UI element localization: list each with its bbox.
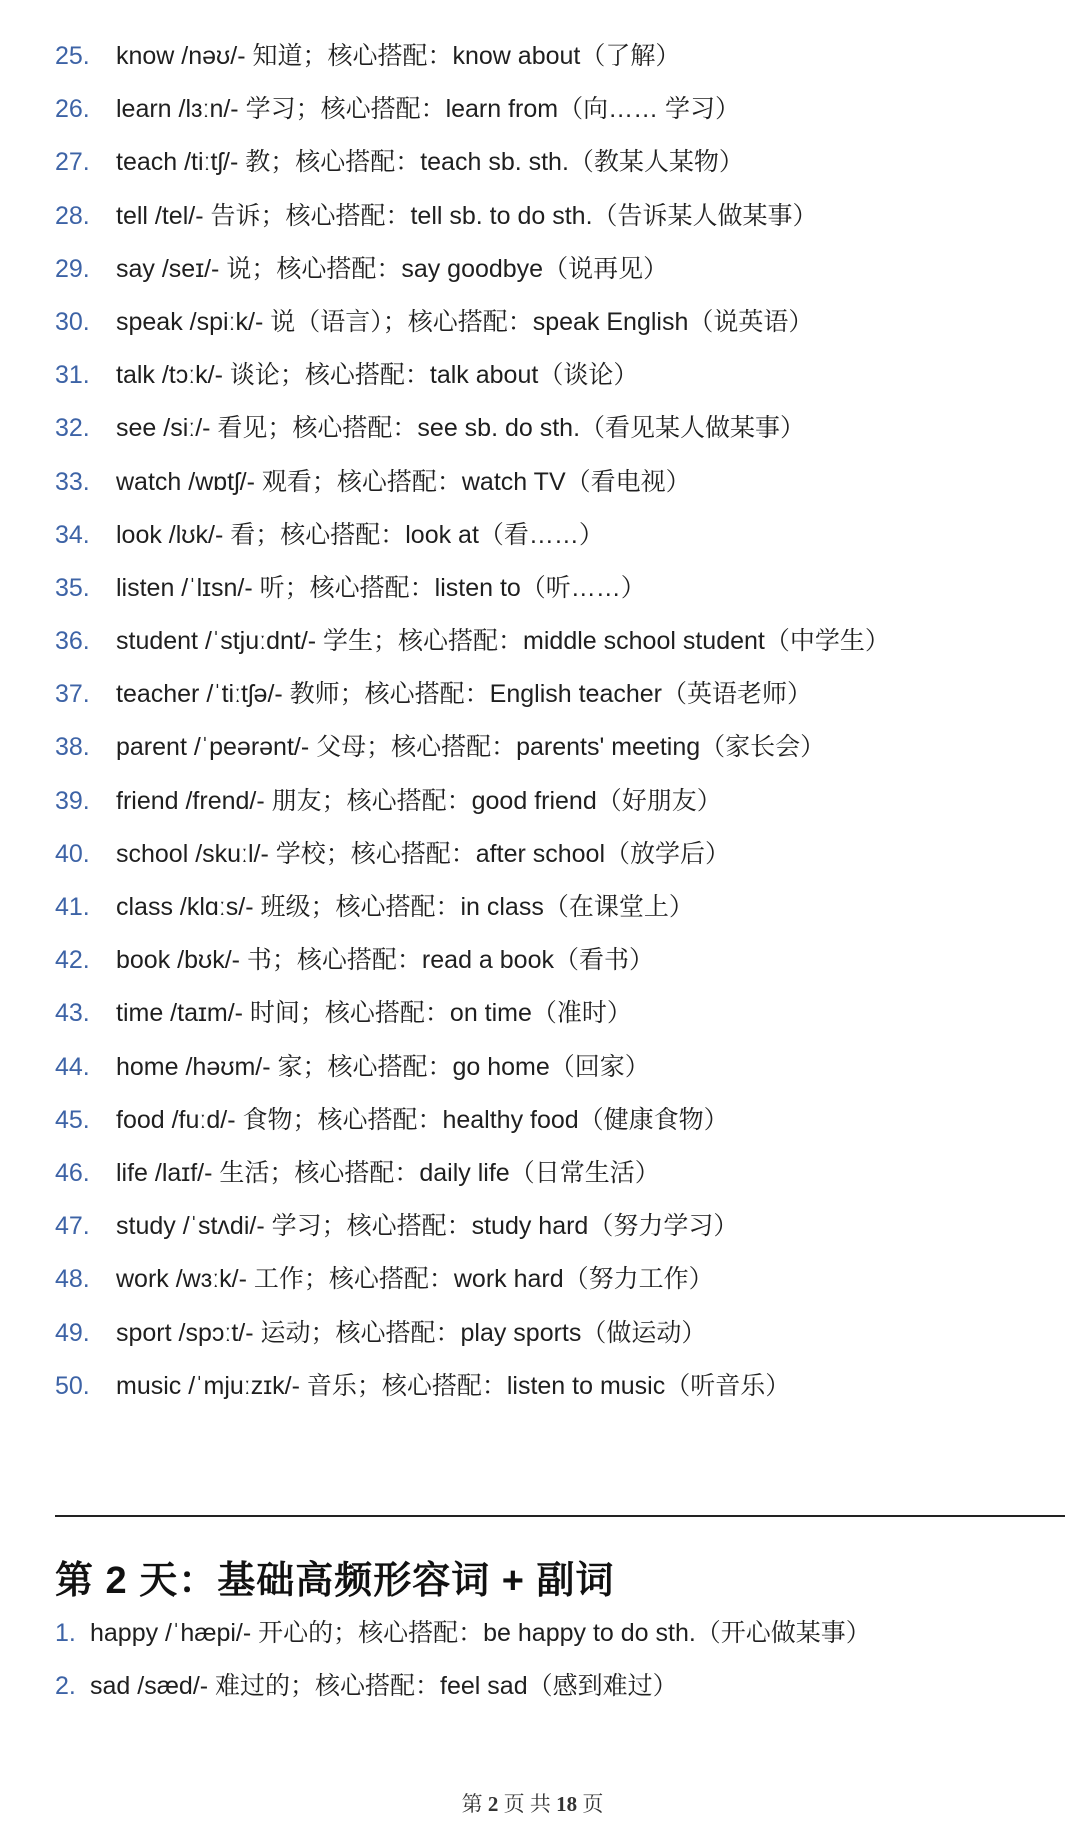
item-number: 33. (55, 467, 90, 496)
footer-total-pages: 18 (556, 1792, 578, 1816)
item-number: 30. (55, 307, 90, 336)
list-item (0, 668, 1065, 721)
item-text: book /bʊk/- 书；核心搭配：read a book（看书） (116, 946, 654, 975)
item-text: speak /spiːk/- 说（语言）；核心搭配：speak English（说英语） (116, 307, 814, 336)
item-number: 38. (55, 733, 90, 762)
item-text: see /siː/- 看见；核心搭配：see sb. do sth.（看见某人做某事） (116, 414, 806, 443)
item-text: happy /ˈhæpi/- 开心的；核心搭配：be happy to do sth.（开心做某事） (90, 1619, 871, 1647)
item-number: 49. (55, 1318, 90, 1347)
list-item (0, 1200, 1065, 1253)
item-number: 41. (55, 893, 90, 921)
item-number: 31. (55, 361, 90, 390)
item-number: 36. (55, 627, 90, 656)
item-text: student /ˈstjuːdnt/- 学生；核心搭配：middle school student（中学生） (116, 627, 890, 656)
list-item (0, 402, 1065, 455)
list-item (0, 828, 1065, 881)
item-number: 50. (55, 1371, 90, 1400)
item-text: watch /wɒtʃ/- 观看；核心搭配：watch TV（看电视） (116, 467, 691, 496)
list-item (0, 987, 1065, 1040)
list-item (0, 615, 1065, 668)
item-text: sport /spɔːt/- 运动；核心搭配：play sports（做运动） (116, 1318, 707, 1347)
section-divider (55, 1515, 1065, 1517)
footer-suffix: 页 (582, 1792, 604, 1816)
item-number: 29. (55, 254, 90, 283)
item-text: work /wɜːk/- 工作；核心搭配：work hard（努力工作） (116, 1265, 714, 1294)
list-item (0, 1360, 1065, 1413)
item-number: 28. (55, 201, 90, 230)
item-text: tell /tel/- 告诉；核心搭配：tell sb. to do sth.（告诉某人做某事） (116, 201, 818, 230)
list-item (0, 775, 1065, 828)
section-title: 第 2 天：基础高频形容词 + 副词 (55, 1560, 615, 1602)
list-item (0, 562, 1065, 615)
list-item (0, 509, 1065, 562)
item-text: talk /tɔːk/- 谈论；核心搭配：talk about（谈论） (116, 361, 639, 390)
list-item (0, 190, 1065, 243)
item-number: 27. (55, 148, 90, 177)
footer-middle: 页 共 (503, 1792, 551, 1816)
list-item (0, 136, 1065, 189)
section-vocabulary-list (0, 1607, 1065, 1713)
item-text: teacher /ˈtiːtʃə/- 教师；核心搭配：English teacher（英语老师） (116, 680, 812, 709)
item-number: 35. (55, 573, 90, 602)
list-item (0, 1147, 1065, 1200)
item-number: 1. (55, 1619, 76, 1647)
item-text: learn /lɜːn/- 学习；核心搭配：learn from（向…… 学习） (116, 95, 741, 124)
item-number: 32. (55, 414, 90, 443)
item-number: 42. (55, 946, 90, 975)
item-number: 48. (55, 1265, 90, 1294)
list-item (0, 243, 1065, 296)
item-text: look /lʊk/- 看；核心搭配：look at（看……） (116, 520, 604, 549)
item-text: food /fuːd/- 食物；核心搭配：healthy food（健康食物） (116, 1105, 729, 1134)
item-text: sad /sæd/- 难过的；核心搭配：feel sad（感到难过） (90, 1672, 678, 1700)
item-text: home /həʊm/- 家；核心搭配：go home（回家） (116, 1052, 650, 1081)
item-number: 46. (55, 1158, 90, 1187)
item-text: parent /ˈpeərənt/- 父母；核心搭配：parents' meeting（家长会） (116, 733, 826, 762)
list-item (0, 1307, 1065, 1360)
list-item (0, 1607, 1065, 1660)
item-number: 34. (55, 520, 90, 549)
item-text: friend /frend/- 朋友；核心搭配：good friend（好朋友） (116, 786, 722, 815)
list-item (0, 934, 1065, 987)
footer-prefix: 第 (461, 1792, 483, 1816)
item-number: 40. (55, 839, 90, 868)
item-text: know /nəʊ/- 知道；核心搭配：know about（了解） (116, 42, 681, 70)
item-text: listen /ˈlɪsn/- 听；核心搭配：listen to（听……） (116, 573, 646, 602)
list-item (0, 1041, 1065, 1094)
item-text: life /laɪf/- 生活；核心搭配：daily life（日常生活） (116, 1158, 660, 1187)
item-number: 39. (55, 786, 90, 815)
footer-page-number: 2 (487, 1792, 499, 1816)
item-number: 44. (55, 1052, 90, 1081)
list-item (0, 349, 1065, 402)
item-number: 43. (55, 999, 90, 1028)
item-text: say /seɪ/- 说；核心搭配：say goodbye（说再见） (116, 254, 669, 283)
item-text: school /skuːl/- 学校；核心搭配：after school（放学后） (116, 839, 731, 868)
vocabulary-list (0, 30, 1065, 1413)
item-number: 45. (55, 1105, 90, 1134)
list-item (0, 1253, 1065, 1306)
list-item (0, 721, 1065, 774)
item-number: 25. (55, 42, 90, 70)
list-item (0, 83, 1065, 136)
item-text: teach /tiːtʃ/- 教；核心搭配：teach sb. sth.（教某人某物） (116, 148, 744, 177)
item-text: music /ˈmjuːzɪk/- 音乐；核心搭配：listen to music（听音乐） (116, 1371, 791, 1400)
item-number: 37. (55, 680, 90, 709)
item-number: 47. (55, 1212, 90, 1241)
item-number: 26. (55, 95, 90, 124)
list-item (0, 456, 1065, 509)
item-text: time /taɪm/- 时间；核心搭配：on time（准时） (116, 999, 632, 1028)
page-footer (0, 1788, 1065, 1818)
list-item (0, 1660, 1065, 1713)
list-item (0, 1094, 1065, 1147)
item-text: study /ˈstʌdi/- 学习；核心搭配：study hard（努力学习） (116, 1212, 739, 1241)
list-item (0, 881, 1065, 934)
list-item (0, 296, 1065, 349)
item-number: 2. (55, 1672, 76, 1700)
list-item (0, 30, 1065, 83)
item-text: class /klɑːs/- 班级；核心搭配：in class（在课堂上） (116, 893, 694, 921)
